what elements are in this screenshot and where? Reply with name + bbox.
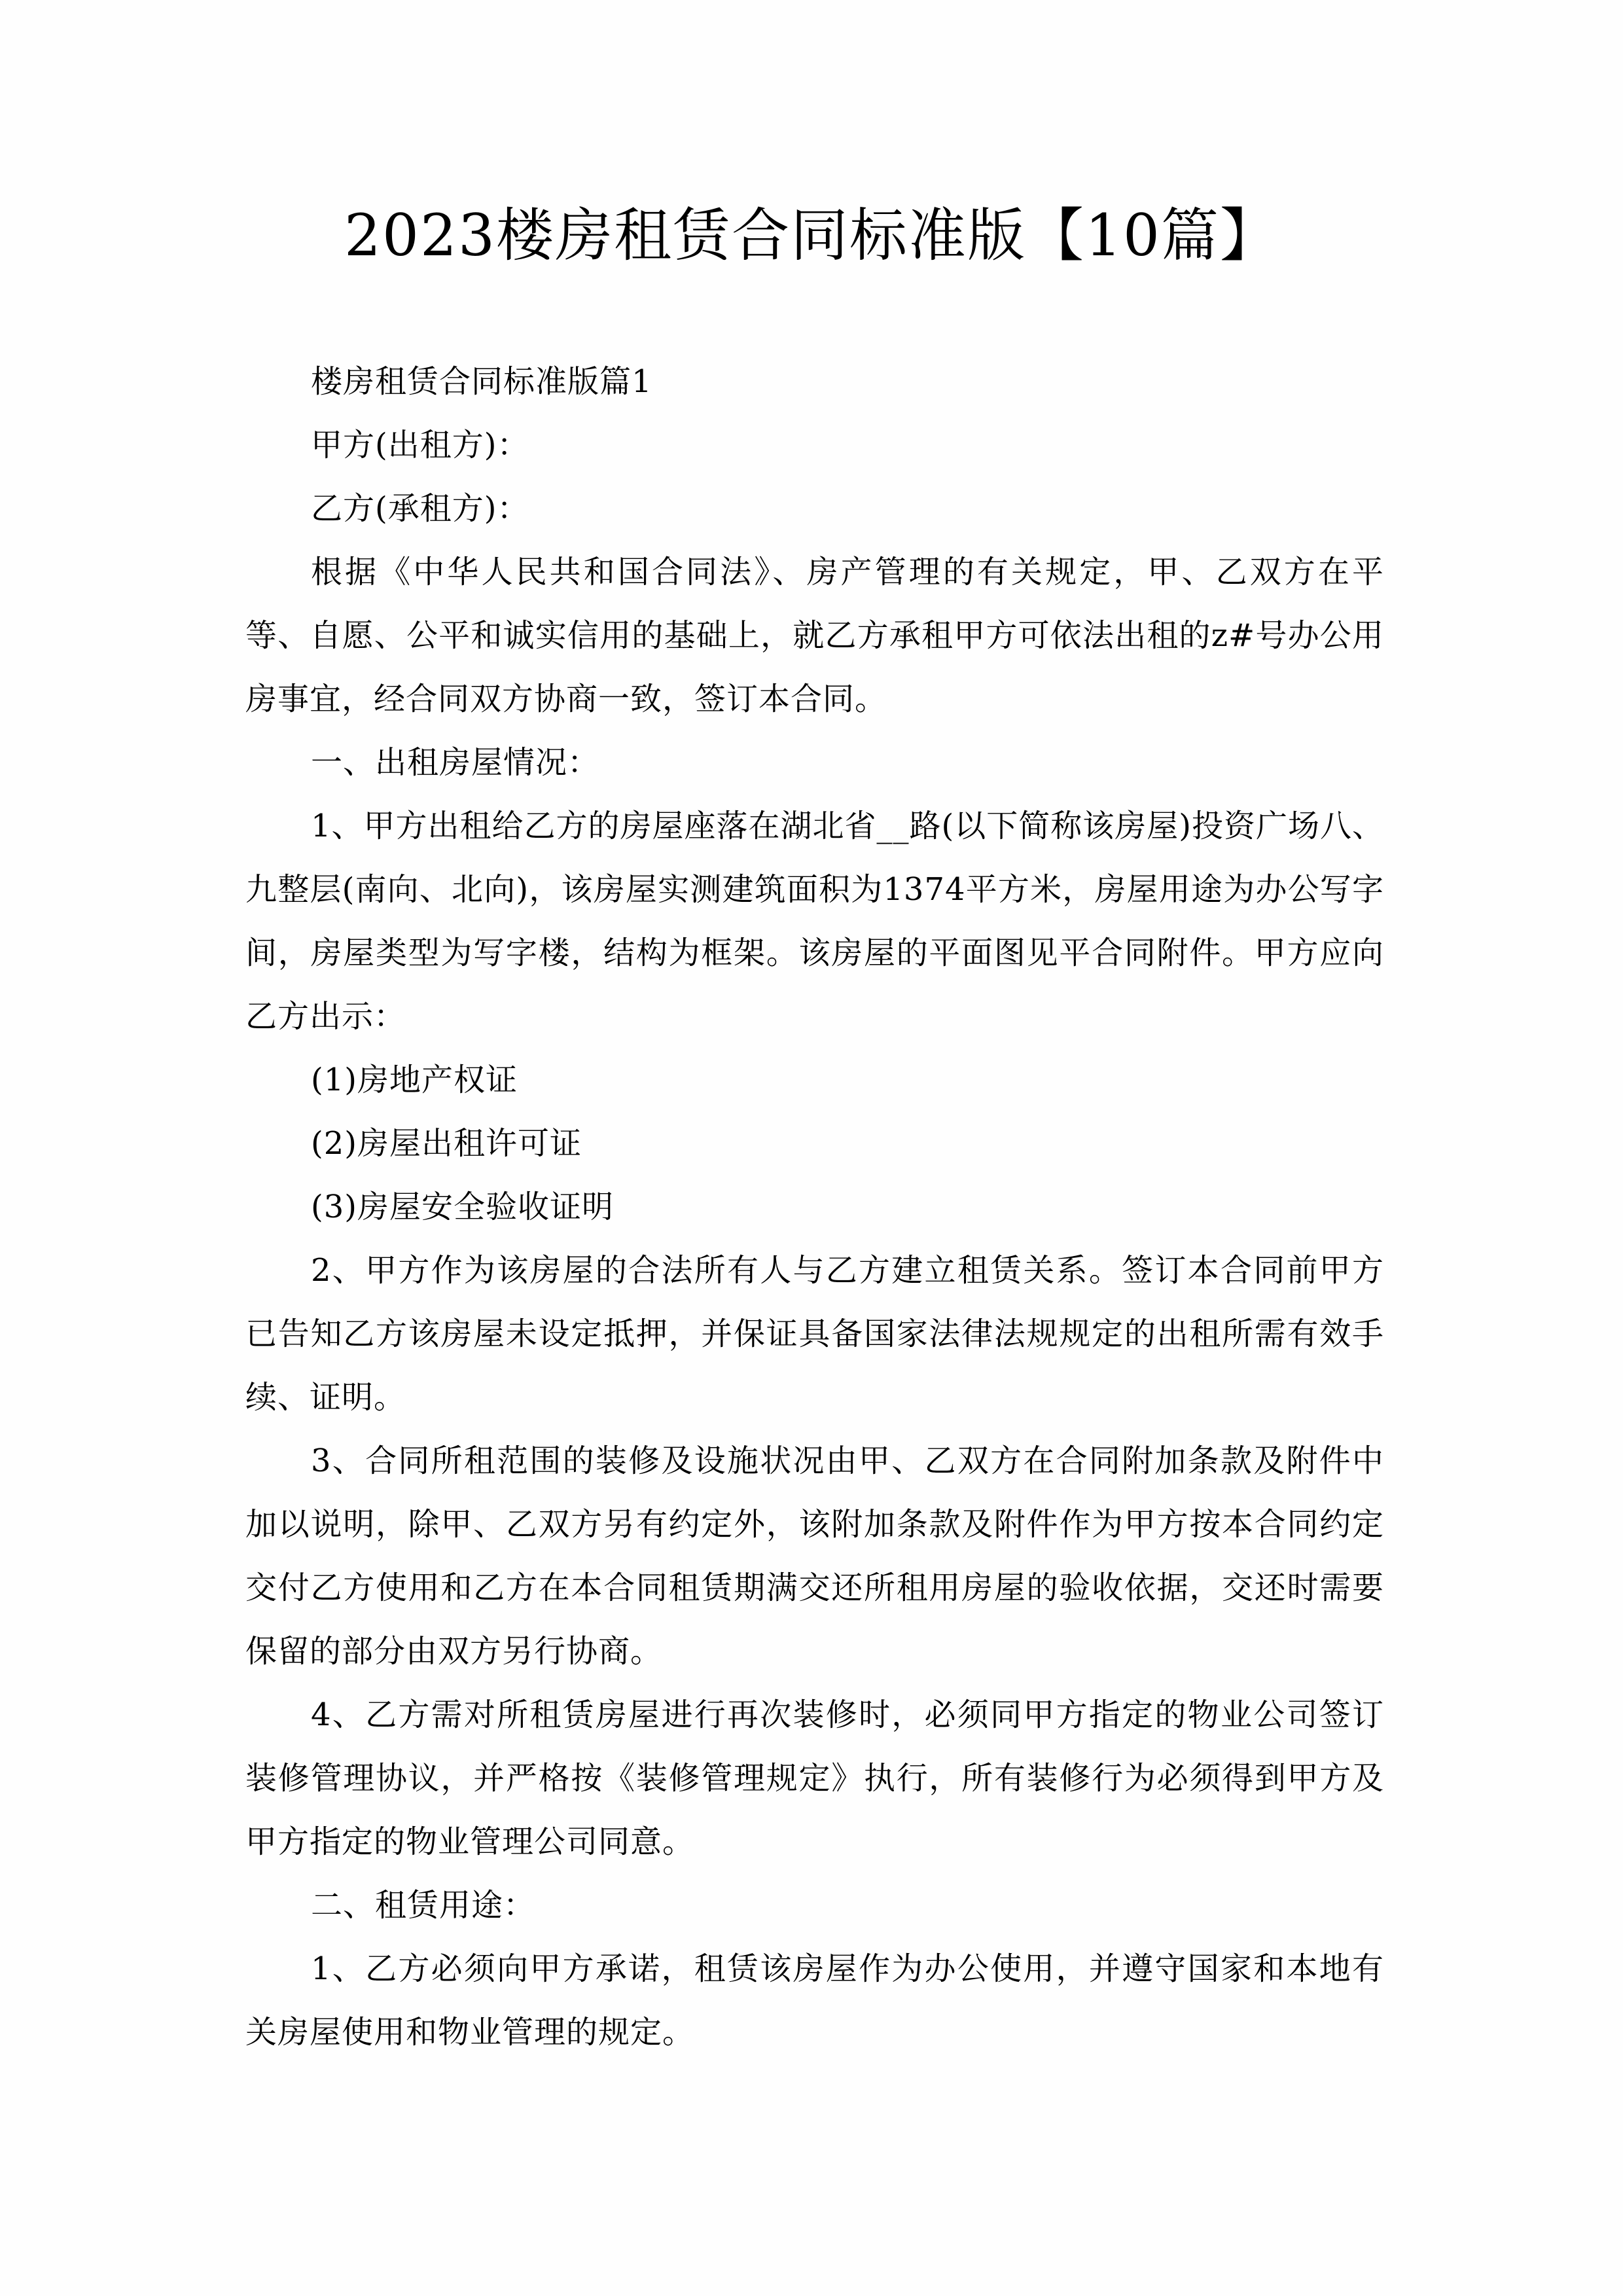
list-item: (2)房屋出租许可证: [311, 1125, 582, 1162]
clause-2-1: 1、乙方必须向甲方承诺，租赁该房屋作为办公使用，并遵守国家和本地有关房屋使用和物业管理的规定。: [245, 1950, 1384, 2051]
preamble-paragraph: 根据《中华人民共和国合同法》、房产管理的有关规定，甲、乙双方在平等、自愿、公平和诚实信用的基础上，就乙方承租甲方可依法出租的z#号办公用房事宜，经合同双方协商一致，签订本合同。: [245, 554, 1384, 717]
document-body: [245, 350, 1384, 2064]
section-heading-1: 一、出租房屋情况：: [311, 744, 600, 781]
party-a-field: 甲方(出租方)：: [311, 427, 529, 463]
section-subtitle: 楼房租赁合同标准版篇1: [311, 363, 652, 400]
document-title: 2023楼房租赁合同标准版【10篇】: [344, 202, 1279, 269]
party-b-field: 乙方(承租方)：: [311, 490, 529, 527]
clause-1-1: 1、甲方出租给乙方的房屋座落在湖北省__路(以下简称该房屋)投资广场八、九整层(南向、北向)，该房屋实测建筑面积为1374平方米，房屋用途为办公写字间，房屋类型为写字楼，结构为框架。该房屋的平面图见平合同附件。甲方应向乙方出示：: [245, 808, 1384, 1035]
list-item: (3)房屋安全验收证明: [311, 1189, 614, 1225]
section-heading-2: 二、租赁用途：: [311, 1887, 536, 1924]
clause-1-2: 2、甲方作为该房屋的合法所有人与乙方建立租赁关系。签订本合同前甲方已告知乙方该房屋未设定抵押，并保证具备国家法律法规规定的出租所需有效手续、证明。: [245, 1252, 1384, 1416]
list-item: (1)房地产权证: [311, 1062, 518, 1098]
clause-1-4: 4、乙方需对所租赁房屋进行再次装修时，必须同甲方指定的物业公司签订装修管理协议，并严格按《装修管理规定》执行，所有装修行为必须得到甲方及甲方指定的物业管理公司同意。: [245, 1696, 1384, 1860]
clause-1-3: 3、合同所租范围的装修及设施状况由甲、乙双方在合同附加条款及附件中加以说明，除甲、乙双方另有约定外，该附加条款及附件作为甲方按本合同约定交付乙方使用和乙方在本合同租赁期满交还所租用房屋的验收依据，交还时需要保留的部分由双方另行协商。: [245, 1443, 1384, 1670]
